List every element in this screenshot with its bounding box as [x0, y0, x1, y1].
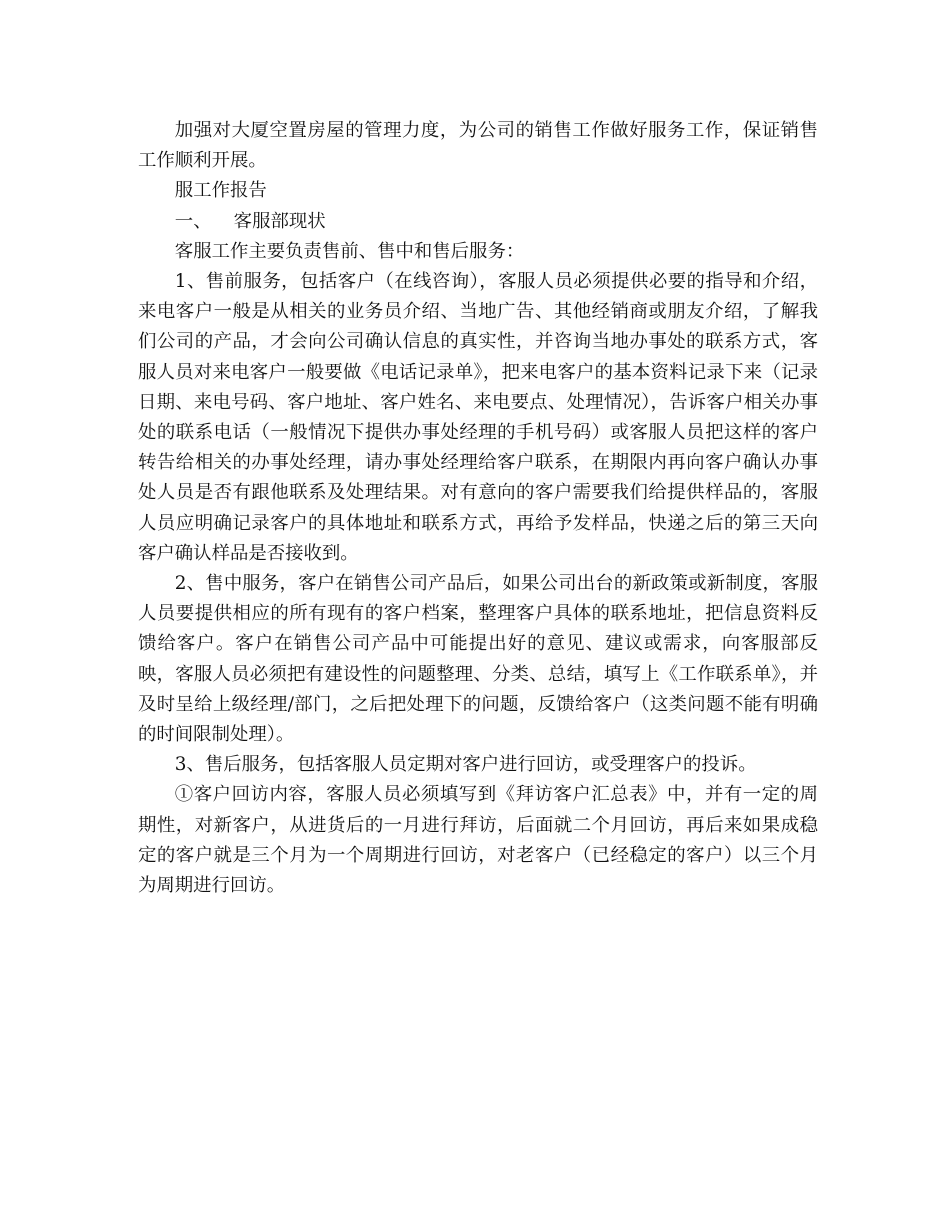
section-number: 一、: [174, 210, 212, 232]
report-title: 服工作报告: [174, 180, 267, 202]
section-heading: [138, 207, 818, 237]
section-title: 客服部现状: [233, 210, 326, 232]
document-body: [138, 116, 818, 901]
summary-paragraph: 客服工作主要负责售前、售中和售后服务：: [174, 240, 525, 262]
presale-paragraph: 1、售前服务，包括客户（在线咨询），客服人员必须提供必要的指导和介绍，来电客户一般是从相关的业务员介绍、当地广告、其他经销商或朋友介绍，了解我们公司的产品，才会向公司确认信息的真实性，并咨询当地办事处的联系方式，客服人员对来电客户一般要做《电话记录单》，把来电客户的基本资料记录下来（记录日期、来电号码、客户地址、客户姓名、来电要点、处理情况），告诉客户相关办事处的联系电话（一般情况下提供办事处经理的手机号码）或客服人员把这样的客户转告给相关的办事处经理，请办事处经理给客户联系，在期限内再向客户确认办事处人员是否有跟他联系及处理结果。对有意向的客户需要我们给提供样品的，客服人员应明确记录客户的具体地址和联系方式，再给予发样品，快递之后的第三天向客户确认样品是否接收到。: [138, 271, 818, 564]
intro-paragraph: 加强对大厦空置房屋的管理力度，为公司的销售工作做好服务工作，保证销售工作顺利开展。: [138, 120, 818, 172]
aftersale-paragraph: 3、售后服务，包括客服人员定期对客户进行回访，或受理客户的投诉。: [174, 754, 757, 776]
midsale-paragraph: 2、售中服务，客户在销售公司产品后，如果公司出台的新政策或新制度，客服人员要提供相应的所有现有的客户档案，整理客户具体的联系地址，把信息资料反馈给客户。客户在销售公司产品中可能提出好的意见、建议或需求，向客服部反映，客服人员必须把有建设性的问题整理、分类、总结，填写上《工作联系单》，并及时呈给上级经理/部门，之后把处理下的问题，反馈给客户（这类问题不能有明确的时间限制处理）。: [138, 573, 818, 746]
revisit-paragraph: ①客户回访内容，客服人员必须填写到《拜访客户汇总表》中，并有一定的周期性，对新客户，从进货后的一月进行拜访，后面就二个月回访，再后来如果成稳定的客户就是三个月为一个周期进行回访，对老客户（已经稳定的客户）以三个月为周期进行回访。: [138, 784, 818, 897]
